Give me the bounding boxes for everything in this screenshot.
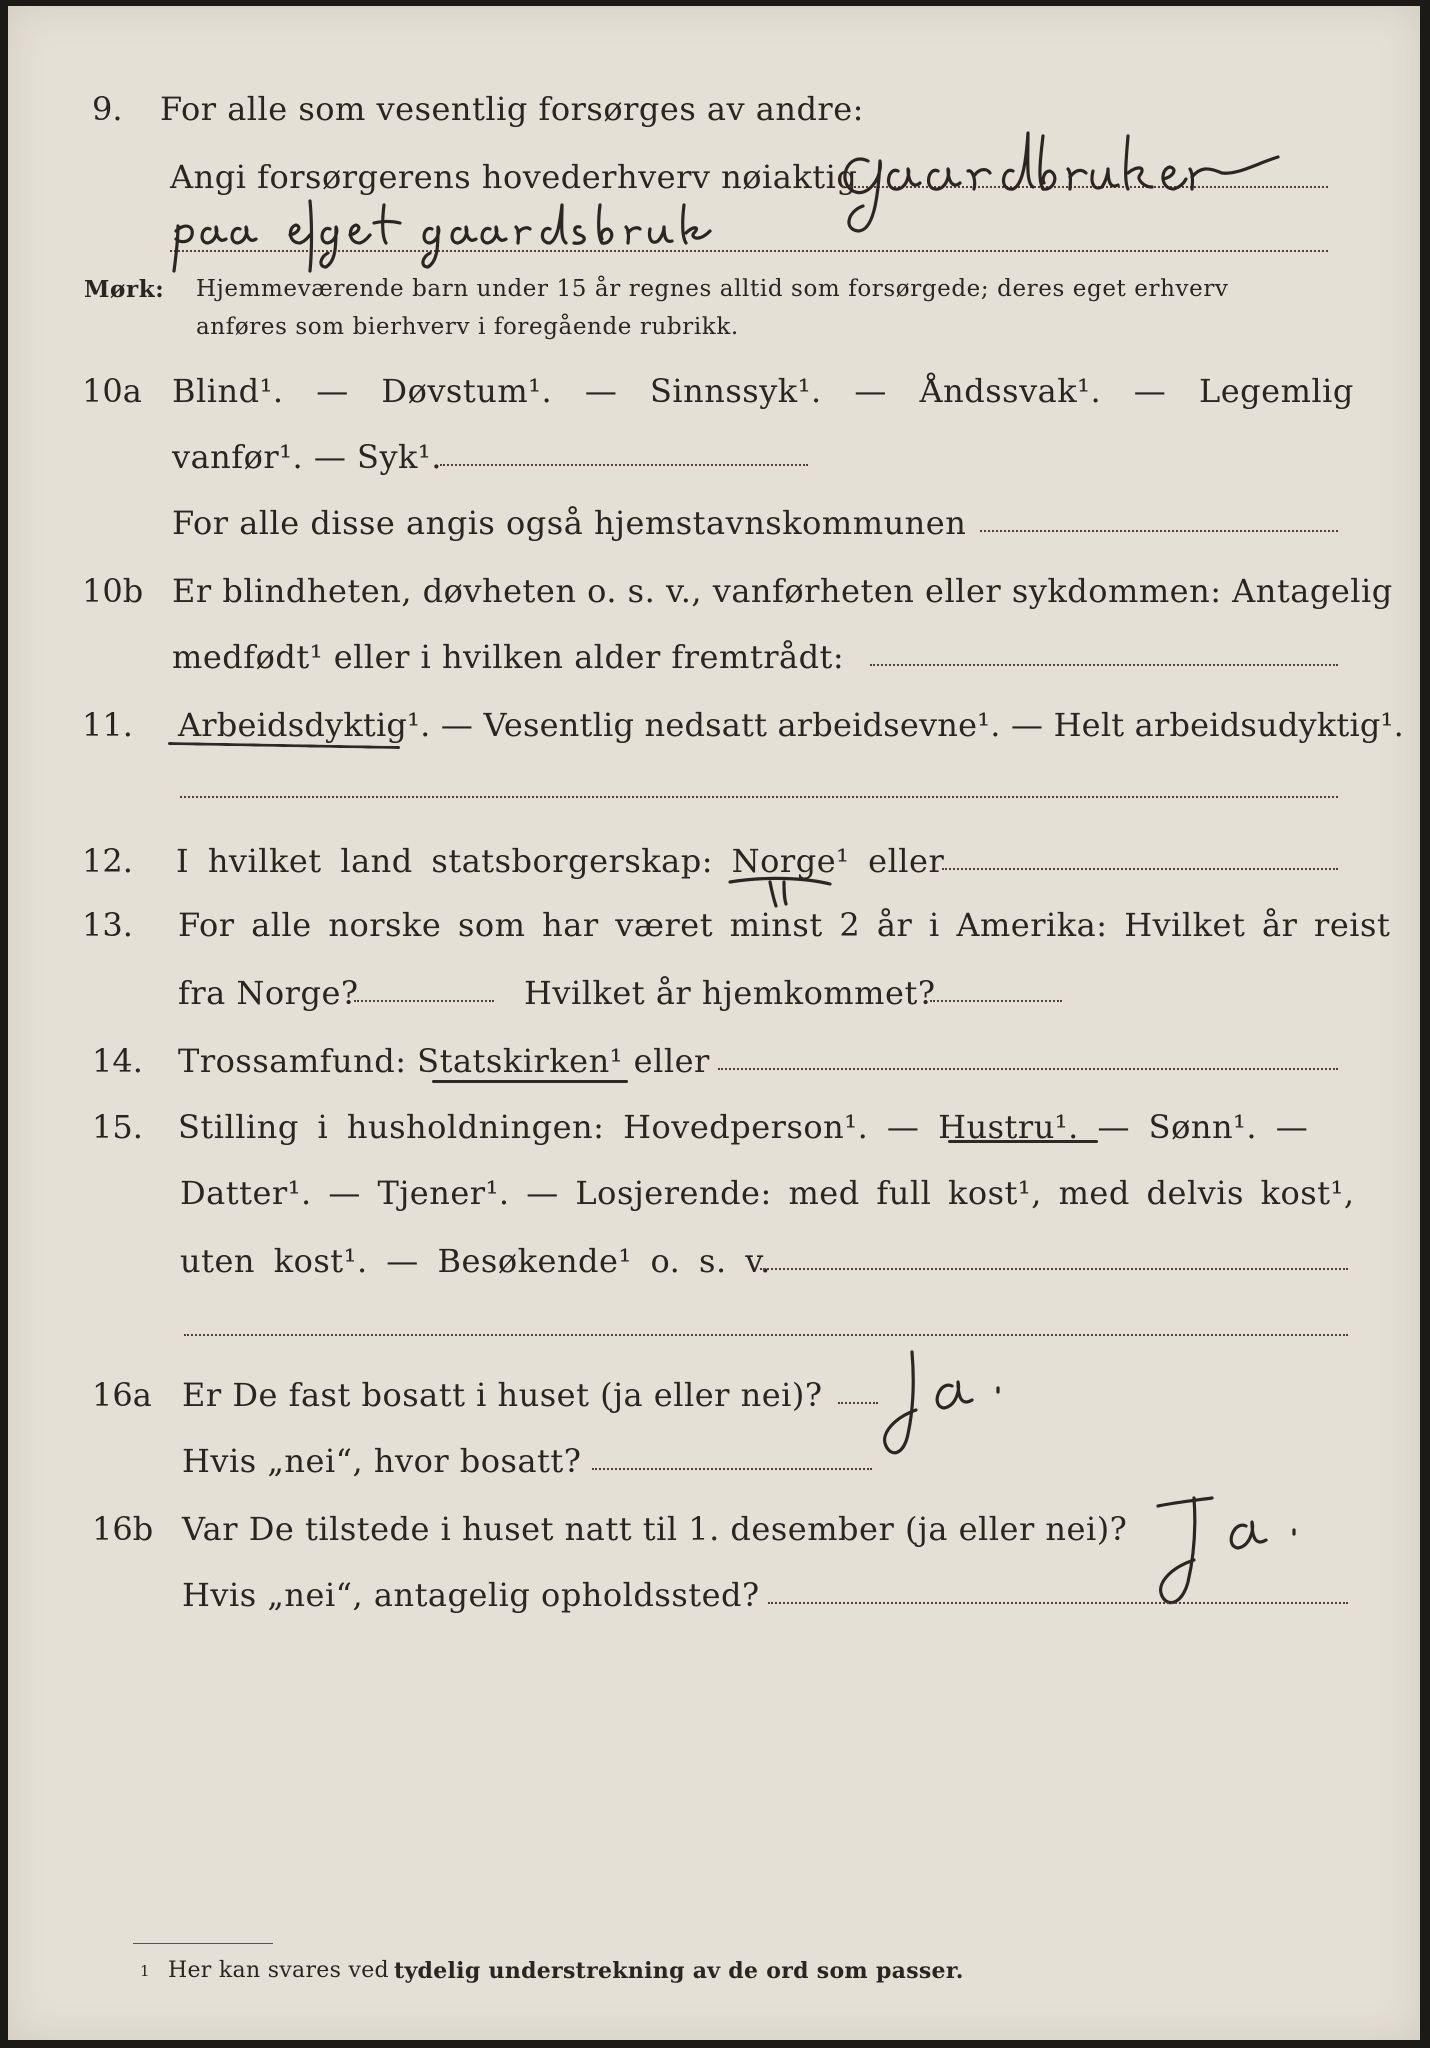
item-16a-fill-line-2: [592, 1468, 872, 1470]
item-15-number: 15.: [92, 1108, 143, 1146]
footnote-marker: 1: [140, 1962, 150, 1980]
item-16a-line2: Hvis „nei“, hvor bosatt?: [182, 1442, 582, 1480]
item-9-line2: Angi forsørgerens hovederhverv nøiaktig: [170, 158, 858, 196]
footnote-text-bold: tydelig understrekning av de ord som passer.: [394, 1958, 964, 1984]
item-16b-line1: Var De tilstede i huset natt til 1. desember (ja eller nei)?: [182, 1510, 1128, 1548]
item-13-fill-line-a: [354, 1000, 494, 1002]
item-12-number: 12.: [82, 842, 133, 880]
item-10a-line3: For alle disse angis også hjemstavnskommunen: [172, 504, 967, 542]
handwritten-gaardbruker: [828, 121, 1298, 241]
item-10a-line2: vanfør¹. — Syk¹.: [172, 438, 442, 476]
item-14-number: 14.: [92, 1042, 143, 1080]
item-10a-fill-line: [440, 464, 808, 466]
note-line1: Hjemmeværende barn under 15 år regnes alltid som forsørgede; deres eget erhverv: [196, 276, 1229, 302]
item-16b-number: 16b: [92, 1510, 154, 1548]
footnote-rule: [133, 1943, 273, 1944]
item-16a-line1: Er De fast bosatt i huset (ja eller nei)?: [182, 1376, 823, 1414]
item-13-line2a: fra Norge?: [178, 974, 359, 1012]
item-10a-line1: Blind¹. — Døvstum¹. — Sinnssyk¹. — Åndssvak¹. — Legemlig: [172, 372, 1354, 410]
item-15-fill-line: [760, 1268, 1348, 1270]
handwritten-paa-eget-gaardsbruk: [170, 201, 730, 276]
item-10b-line1: Er blindheten, døvheten o. s. v., vanførheten eller sykdommen: Antagelig: [172, 572, 1393, 610]
item-10a-number: 10a: [82, 372, 142, 410]
footnote-text-plain: Her kan svares ved: [168, 1958, 389, 1983]
item-14-line1: Trossamfund: Statskirken¹ eller: [178, 1042, 710, 1080]
item-13-number: 13.: [82, 906, 133, 944]
item-11-fill-line: [180, 796, 1338, 798]
item-13-line2b: Hvilket år hjemkommet?: [524, 974, 936, 1012]
handwritten-ja-2: [1138, 1486, 1318, 1616]
item-13-line1: For alle norske som har været minst 2 år i Amerika: Hvilket år reist: [178, 906, 1391, 944]
item-16b-fill-line: [768, 1602, 1348, 1604]
item-15-fill-line-2: [184, 1334, 1348, 1336]
item-11-number: 11.: [82, 706, 133, 744]
underline-hustru: [948, 1140, 1098, 1143]
item-15-line1: Stilling i husholdningen: Hovedperson¹. — Hustru¹. — Sønn¹. —: [178, 1108, 1309, 1146]
item-10b-fill-line: [870, 664, 1338, 666]
item-16b-line2: Hvis „nei“, antagelig opholdssted?: [182, 1576, 760, 1614]
item-11-line1: Arbeidsdyktig¹. — Vesentlig nedsatt arbeidsevne¹. — Helt arbeidsudyktig¹.: [178, 706, 1404, 744]
handwritten-ja-1: [868, 1346, 1018, 1466]
item-13-fill-line-b: [930, 1000, 1062, 1002]
census-form-page: [8, 6, 1420, 2040]
item-12-line1: I hvilket land statsborgerskap: Norge¹ eller: [176, 842, 945, 880]
item-10b-number: 10b: [82, 572, 144, 610]
item-15-line3: uten kost¹. — Besøkende¹ o. s. v.: [180, 1242, 771, 1280]
item-9-line1: For alle som vesentlig forsørges av andre:: [160, 90, 864, 128]
item-14-fill-line: [718, 1068, 1338, 1070]
item-9-number: 9.: [92, 90, 123, 128]
item-12-fill-line: [942, 868, 1338, 870]
note-line2: anføres som bierhverv i foregående rubrikk.: [196, 314, 739, 340]
item-10a-fill-line-2: [980, 530, 1338, 532]
item-15-line2: Datter¹. — Tjener¹. — Losjerende: med full kost¹, med delvis kost¹,: [180, 1174, 1355, 1212]
note-label: Mørk:: [84, 276, 165, 303]
item-10b-line2: medfødt¹ eller i hvilken alder fremtrådt:: [172, 638, 845, 676]
underline-statskirken: [432, 1080, 628, 1083]
item-16a-number: 16a: [92, 1376, 152, 1414]
